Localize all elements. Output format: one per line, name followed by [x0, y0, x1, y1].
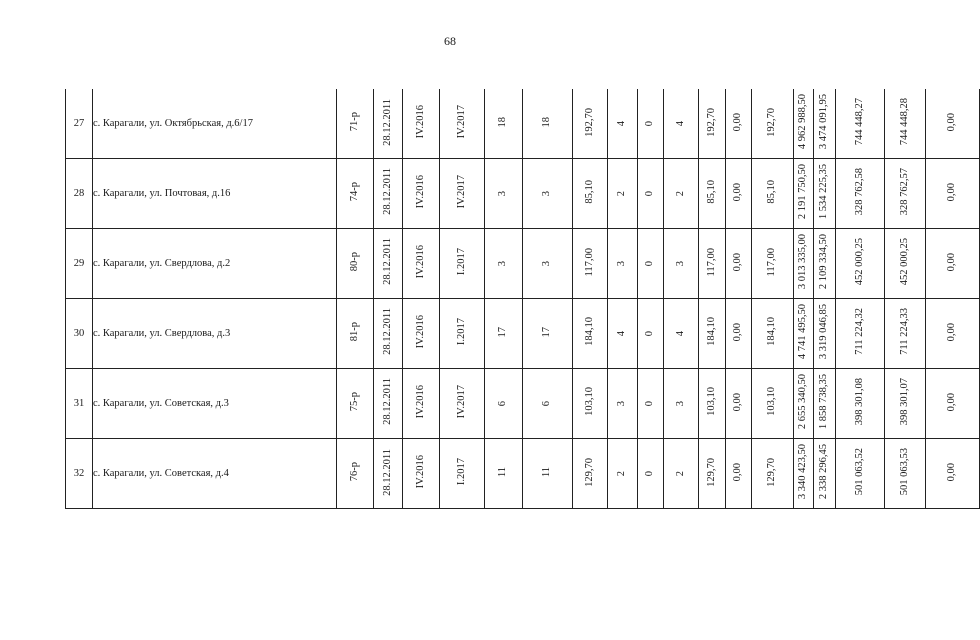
cell-rooms-a [638, 89, 664, 158]
cell-text: 501 063,52 [853, 448, 865, 496]
cell-text: 6 [497, 400, 509, 406]
cell-area-b [699, 368, 726, 438]
cell-text: 3 319 046,85 [818, 304, 830, 360]
cell-area-d [752, 438, 794, 508]
cell-plan-stage [403, 438, 440, 508]
cell-text: 328 762,57 [898, 168, 910, 216]
cell-text: I.2017 [455, 248, 467, 276]
cell-cost-fund [814, 228, 836, 298]
cell-text: 192,70 [766, 107, 778, 137]
cell-persons-total [485, 228, 523, 298]
cell-text: 184,10 [705, 317, 717, 347]
cell-cost-region [836, 438, 885, 508]
cell-text: 0,00 [732, 322, 744, 342]
cell-rooms-b [664, 228, 699, 298]
cell-text: 3 [497, 260, 509, 266]
cell-text: 0 [644, 190, 656, 196]
cell-cost-total [794, 368, 814, 438]
cell-text: 2 [674, 190, 686, 196]
cell-doc-no [337, 228, 374, 298]
cell-doc-date [374, 368, 403, 438]
cell-rooms-total [608, 438, 638, 508]
cell-area-c [726, 298, 752, 368]
cell-text: 85,10 [583, 180, 595, 204]
cell-end-stage [440, 228, 485, 298]
cell-persons-resettled [523, 438, 573, 508]
cell-text: 129,70 [583, 457, 595, 487]
cell-cost-local [885, 438, 926, 508]
cell-text: 711 224,32 [853, 308, 865, 356]
cell-text: 192,70 [705, 107, 717, 137]
cell-rooms-total [608, 298, 638, 368]
cell-text: 129,70 [766, 457, 778, 487]
cell-text: IV.2017 [455, 105, 467, 139]
cell-text: IV.2016 [414, 245, 426, 279]
cell-area-c [726, 368, 752, 438]
cell-rooms-a [638, 438, 664, 508]
cell-text: 3 474 091,95 [818, 94, 830, 150]
cell-end-stage [440, 89, 485, 158]
cell-cost-region [836, 228, 885, 298]
cell-text: 129,70 [705, 457, 717, 487]
cell-persons-total [485, 368, 523, 438]
cell-text: 117,00 [583, 247, 595, 277]
cell-plan-stage [403, 228, 440, 298]
cell-text: 85,10 [766, 180, 778, 204]
cell-text: 74-р [348, 182, 360, 202]
cell-cost-region [836, 158, 885, 228]
cell-text: 0,00 [946, 322, 958, 342]
cell-doc-date [374, 438, 403, 508]
cell-text: 3 [541, 190, 553, 196]
cell-rooms-total [608, 158, 638, 228]
cell-text: 501 063,53 [898, 448, 910, 496]
cell-cost-region [836, 89, 885, 158]
cell-address: с. Карагали, ул. Свердлова, д.3 [93, 298, 337, 368]
cell-end-stage [440, 158, 485, 228]
cell-persons-total [485, 158, 523, 228]
cell-text: 75-р [348, 392, 360, 412]
cell-cost-total [794, 298, 814, 368]
cell-address: с. Карагали, ул. Советская, д.3 [93, 368, 337, 438]
cell-text: 28.12.2011 [381, 238, 393, 286]
cell-address: с. Карагали, ул. Октябрьская, д.6/17 [93, 89, 337, 158]
cell-num: 30 [66, 298, 93, 368]
cell-cost-region [836, 368, 885, 438]
cell-end-stage [440, 438, 485, 508]
cell-text: 184,10 [766, 317, 778, 347]
cell-text: 28.12.2011 [381, 98, 393, 146]
cell-doc-no [337, 298, 374, 368]
cell-text: 4 [674, 330, 686, 336]
cell-address: с. Карагали, ул. Свердлова, д.2 [93, 228, 337, 298]
cell-text: 0,00 [946, 462, 958, 482]
cell-text: 3 013 335,00 [797, 234, 809, 290]
cell-text: 103,10 [766, 387, 778, 417]
cell-cost-other [926, 298, 980, 368]
cell-cost-local [885, 368, 926, 438]
cell-text: 452 000,25 [898, 238, 910, 286]
cell-text: 0,00 [732, 392, 744, 412]
cell-text: 744 448,27 [853, 98, 865, 146]
cell-area-c [726, 228, 752, 298]
cell-rooms-b [664, 158, 699, 228]
cell-area-b [699, 438, 726, 508]
cell-cost-fund [814, 158, 836, 228]
cell-text: 71-р [348, 112, 360, 132]
cell-persons-resettled [523, 228, 573, 298]
cell-text: 103,10 [705, 387, 717, 417]
cell-cost-fund [814, 368, 836, 438]
cell-cost-fund [814, 89, 836, 158]
cell-text: 2 109 334,50 [818, 234, 830, 290]
cell-end-stage [440, 298, 485, 368]
cell-text: 3 [674, 260, 686, 266]
cell-text: 2 [674, 470, 686, 476]
cell-text: 0 [644, 470, 656, 476]
cell-text: 1 534 225,35 [818, 164, 830, 220]
cell-area-b [699, 158, 726, 228]
cell-rooms-a [638, 368, 664, 438]
cell-text: 2 338 296,45 [818, 444, 830, 500]
resettlement-table [65, 89, 980, 509]
cell-text: 2 [616, 470, 628, 476]
cell-doc-no [337, 158, 374, 228]
cell-plan-stage [403, 298, 440, 368]
cell-cost-region [836, 298, 885, 368]
cell-text: 4 [616, 120, 628, 126]
cell-text: 85,10 [705, 180, 717, 204]
cell-text: 28.12.2011 [381, 308, 393, 356]
page-number: 68 [444, 34, 456, 48]
cell-text: 0,00 [732, 182, 744, 202]
cell-area-c [726, 89, 752, 158]
cell-text: 18 [541, 116, 553, 128]
cell-rooms-a [638, 228, 664, 298]
cell-text: 3 [616, 400, 628, 406]
cell-persons-resettled [523, 158, 573, 228]
cell-area-c [726, 158, 752, 228]
cell-area-d [752, 89, 794, 158]
cell-text: 184,10 [583, 317, 595, 347]
cell-text: 0,00 [946, 392, 958, 412]
cell-area-total [573, 228, 608, 298]
cell-area-total [573, 298, 608, 368]
table-row [66, 89, 980, 158]
cell-text: 3 340 423,50 [797, 444, 809, 500]
cell-area-c [726, 438, 752, 508]
cell-text: 0 [644, 260, 656, 266]
cell-area-total [573, 438, 608, 508]
cell-cost-total [794, 158, 814, 228]
cell-text: 744 448,28 [898, 98, 910, 146]
cell-text: IV.2017 [455, 175, 467, 209]
cell-doc-date [374, 228, 403, 298]
cell-text: 3 [616, 260, 628, 266]
cell-text: 117,00 [705, 247, 717, 277]
cell-text: 4 741 495,50 [797, 304, 809, 360]
cell-text: 0,00 [946, 252, 958, 272]
cell-doc-date [374, 298, 403, 368]
cell-doc-no [337, 438, 374, 508]
cell-area-d [752, 228, 794, 298]
cell-text: IV.2016 [414, 385, 426, 419]
cell-text: 3 [497, 190, 509, 196]
cell-rooms-total [608, 228, 638, 298]
cell-rooms-a [638, 158, 664, 228]
cell-cost-other [926, 89, 980, 158]
cell-text: 28.12.2011 [381, 168, 393, 216]
cell-text: IV.2016 [414, 105, 426, 139]
cell-rooms-b [664, 89, 699, 158]
cell-plan-stage [403, 158, 440, 228]
cell-text: 103,10 [583, 387, 595, 417]
cell-text: IV.2016 [414, 455, 426, 489]
cell-cost-fund [814, 438, 836, 508]
cell-text: 0 [644, 330, 656, 336]
table-row [66, 368, 980, 438]
cell-area-total [573, 89, 608, 158]
cell-text: 711 224,33 [898, 308, 910, 356]
cell-text: 3 [541, 260, 553, 266]
cell-text: 2 655 340,50 [797, 374, 809, 430]
cell-cost-total [794, 228, 814, 298]
cell-area-total [573, 368, 608, 438]
cell-text: 2 191 750,50 [797, 164, 809, 220]
cell-cost-other [926, 158, 980, 228]
cell-num: 29 [66, 228, 93, 298]
cell-text: 0,00 [732, 462, 744, 482]
cell-text: 28.12.2011 [381, 378, 393, 426]
cell-text: 328 762,58 [853, 168, 865, 216]
cell-text: 2 [616, 190, 628, 196]
cell-text: 0 [644, 120, 656, 126]
cell-cost-other [926, 368, 980, 438]
table-row [66, 158, 980, 228]
cell-doc-no [337, 368, 374, 438]
cell-doc-no [337, 89, 374, 158]
cell-text: 17 [497, 326, 509, 338]
cell-doc-date [374, 89, 403, 158]
cell-address: с. Карагали, ул. Почтовая, д.16 [93, 158, 337, 228]
cell-persons-total [485, 298, 523, 368]
cell-text: 76-р [348, 462, 360, 482]
cell-cost-local [885, 298, 926, 368]
cell-text: 81-р [348, 322, 360, 342]
cell-rooms-total [608, 368, 638, 438]
cell-area-d [752, 368, 794, 438]
cell-text: 0,00 [732, 112, 744, 132]
cell-plan-stage [403, 368, 440, 438]
cell-text: 3 [674, 400, 686, 406]
cell-area-b [699, 89, 726, 158]
cell-area-b [699, 298, 726, 368]
cell-persons-resettled [523, 89, 573, 158]
cell-text: 0,00 [946, 112, 958, 132]
cell-text: I.2017 [455, 458, 467, 486]
cell-persons-resettled [523, 368, 573, 438]
cell-num: 27 [66, 89, 93, 158]
cell-end-stage [440, 368, 485, 438]
cell-text: 11 [497, 466, 509, 478]
table-row [66, 438, 980, 508]
cell-rooms-total [608, 89, 638, 158]
table-row [66, 298, 980, 368]
cell-text: 11 [541, 466, 553, 478]
cell-text: 80-р [348, 252, 360, 272]
cell-text: 398 301,08 [853, 378, 865, 426]
cell-text: 0,00 [732, 252, 744, 272]
cell-cost-local [885, 158, 926, 228]
cell-area-d [752, 158, 794, 228]
cell-persons-total [485, 89, 523, 158]
table-row [66, 228, 980, 298]
cell-cost-total [794, 89, 814, 158]
cell-text: I.2017 [455, 318, 467, 346]
cell-area-d [752, 298, 794, 368]
cell-num: 28 [66, 158, 93, 228]
cell-text: 4 [616, 330, 628, 336]
cell-rooms-b [664, 298, 699, 368]
cell-rooms-a [638, 298, 664, 368]
cell-cost-other [926, 228, 980, 298]
cell-persons-total [485, 438, 523, 508]
cell-address: с. Карагали, ул. Советская, д.4 [93, 438, 337, 508]
cell-rooms-b [664, 368, 699, 438]
cell-text: 117,00 [766, 247, 778, 277]
cell-text: 398 301,07 [898, 378, 910, 426]
cell-cost-local [885, 89, 926, 158]
cell-plan-stage [403, 89, 440, 158]
cell-text: 0,00 [946, 182, 958, 202]
cell-text: 4 [674, 120, 686, 126]
cell-area-total [573, 158, 608, 228]
cell-text: 0 [644, 400, 656, 406]
cell-cost-total [794, 438, 814, 508]
cell-num: 31 [66, 368, 93, 438]
cell-text: 4 962 988,50 [797, 94, 809, 150]
cell-text: 17 [541, 326, 553, 338]
cell-persons-resettled [523, 298, 573, 368]
cell-text: 452 000,25 [853, 238, 865, 286]
cell-text: 6 [541, 400, 553, 406]
cell-doc-date [374, 158, 403, 228]
cell-text: IV.2016 [414, 315, 426, 349]
cell-rooms-b [664, 438, 699, 508]
cell-num: 32 [66, 438, 93, 508]
cell-text: 18 [497, 116, 509, 128]
cell-text: 1 858 738,35 [818, 374, 830, 430]
cell-text: 28.12.2011 [381, 448, 393, 496]
cell-text: IV.2016 [414, 175, 426, 209]
cell-text: IV.2017 [455, 385, 467, 419]
cell-cost-local [885, 228, 926, 298]
cell-text: 192,70 [583, 107, 595, 137]
cell-cost-other [926, 438, 980, 508]
cell-area-b [699, 228, 726, 298]
cell-cost-fund [814, 298, 836, 368]
